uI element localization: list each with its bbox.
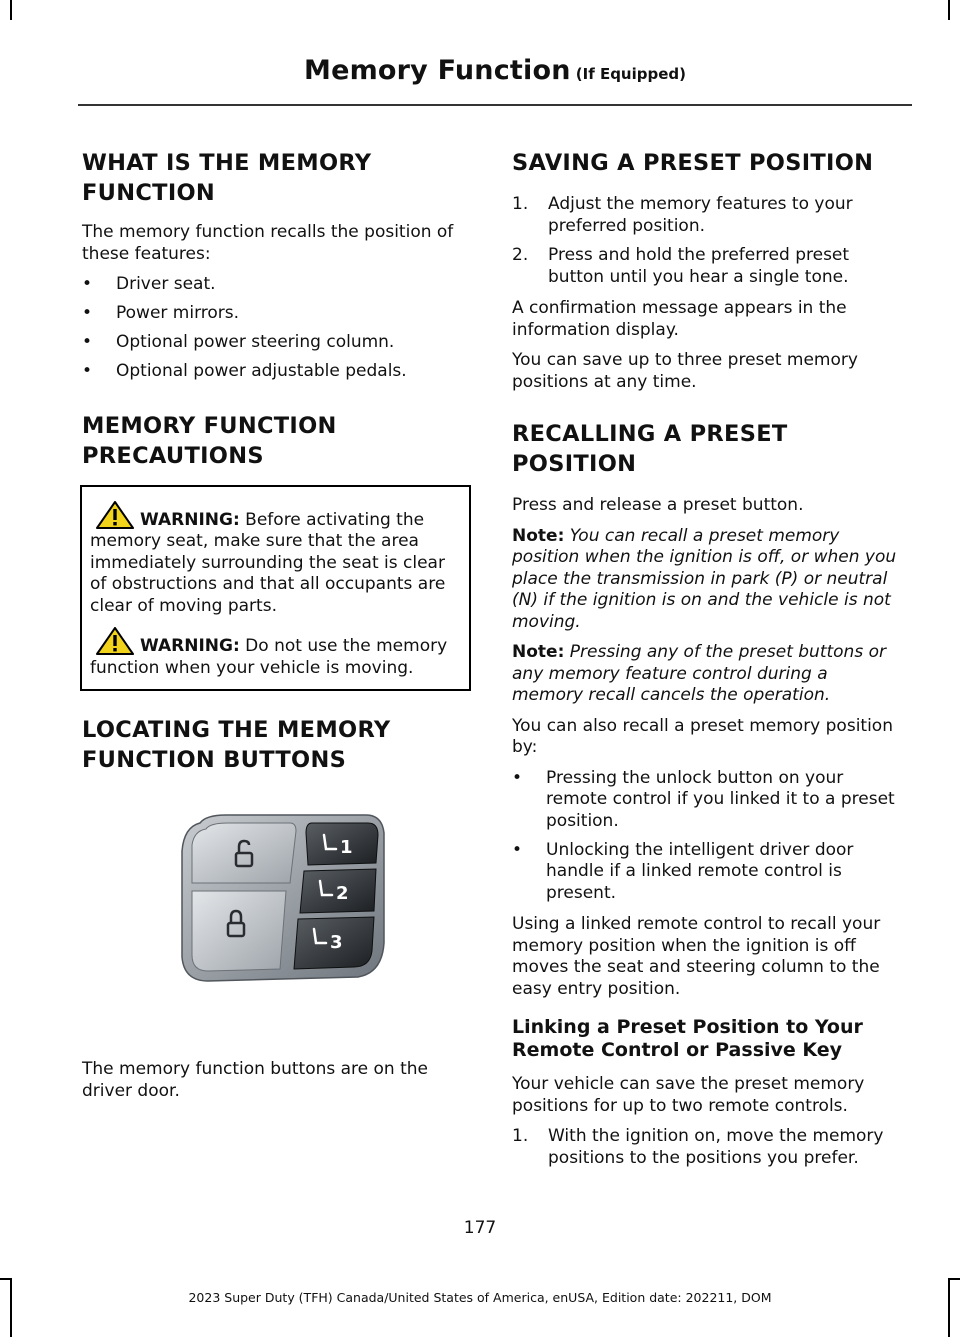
heading-line: MEMORY FUNCTION [82,412,337,439]
section-heading-what-is [82,148,474,208]
warning-triangle-icon [96,627,134,655]
warning-text: Do not use the memory function when your vehicle is moving. [90,636,448,678]
section-heading-precautions [82,411,474,471]
warning-box [80,485,471,692]
crop-mark [948,0,950,20]
step-number: 1. [512,1126,529,1146]
crop-mark [948,1278,960,1280]
list-item: • Driver seat. [82,274,474,296]
warning-text: Before activating the memory seat, make sure that the area immediately surrounding the seat is clear of obstructions and that all occupants are clear of moving parts. [90,509,446,616]
paragraph: A confirmation message appears in the information display. [512,298,847,340]
preset-label: 3 [330,932,343,953]
heading-line: RECALLING A PRESET [512,421,788,447]
right-column [512,148,904,1179]
heading-line: WHAT IS THE MEMORY [82,150,372,176]
step-text: With the ignition on, move the memory positions to the positions you prefer. [548,1126,884,1168]
step-number: 1. [512,194,529,214]
crop-mark [948,1280,950,1337]
note-paragraph [512,642,904,707]
warning-triangle-icon [96,501,134,529]
intro-paragraph: The memory function recalls the position of these features: [82,222,454,264]
list-item [512,194,904,237]
warning-label: WARNING: [140,636,240,656]
note-label: Note: [512,642,565,662]
preset-label: 1 [340,837,353,858]
crop-mark [0,1278,12,1280]
note-label: Note: [512,525,565,546]
page-footer: 2023 Super Duty (TFH) Canada/United States of America, enUSA, Edition date: 202211, DOM [188,1290,772,1305]
step-text: Adjust the memory features to your preferred position. [548,194,853,236]
warning-paragraph [90,627,461,679]
image-caption: The memory function buttons are on the driver door. [82,1059,429,1101]
heading-line: LOCATING THE MEMORY [82,717,391,743]
heading-line: FUNCTION [82,180,216,206]
note-text: Pressing any of the preset buttons or any memory feature control during a memory recall cancels the operation. [512,642,886,705]
list-item: • Unlocking the intelligent driver door handle if a linked remote control is present. [512,840,904,905]
note-text: You can recall a preset memory position when the ignition is off, or when you place the transmission in park (P) or neutral (N) if the ignition is on and the vehicle is not moving. [512,525,897,632]
page-title: Memory Function [304,55,571,86]
section-heading-saving: SAVING A PRESET POSITION [512,150,874,176]
paragraph: Press and release a preset button. [512,495,804,515]
note-paragraph [512,526,904,634]
linking-steps [512,1126,904,1169]
heading-line: POSITION [512,451,637,477]
saving-steps [512,194,904,288]
list-item [512,1126,904,1169]
paragraph: Using a linked remote control to recall your memory position when the ignition is off moves the seat and steering column to the easy entry position. [512,914,881,999]
page-number: 177 [463,1218,497,1238]
paragraph: You can save up to three preset memory positions at any time. [512,350,858,392]
page-header [78,55,912,86]
paragraph: You can also recall a preset memory position by: [512,715,893,757]
left-column [82,148,474,1111]
list-item: • Pressing the unlock button on your remote control if you linked it to a preset position. [512,768,904,833]
heading-line: FUNCTION BUTTONS [82,747,347,773]
header-divider [78,104,912,106]
list-item: • Power mirrors. [82,303,474,325]
heading-line: PRECAUTIONS [82,442,264,469]
paragraph: Your vehicle can save the preset memory positions for up to two remote controls. [512,1074,865,1116]
list-item: • Optional power adjustable pedals. [82,361,474,383]
section-heading-recalling [512,419,904,479]
subsection-heading-linking: Linking a Preset Position to Your Remote Control or Passive Key [512,1016,863,1061]
page-subtitle: (If Equipped) [575,65,686,83]
list-item: • Optional power steering column. [82,332,474,354]
step-number: 2. [512,245,529,265]
memory-buttons-illustration [178,811,390,985]
preset-label: 2 [336,883,349,904]
feature-list [82,274,474,383]
step-text: Press and hold the preferred preset button until you hear a single tone. [548,245,850,287]
warning-paragraph [90,501,461,618]
recall-methods-list [512,768,904,905]
crop-mark [10,0,12,20]
section-heading-locating [82,715,474,775]
crop-mark [10,1280,12,1337]
list-item [512,245,904,288]
warning-label: WARNING: [140,509,240,530]
